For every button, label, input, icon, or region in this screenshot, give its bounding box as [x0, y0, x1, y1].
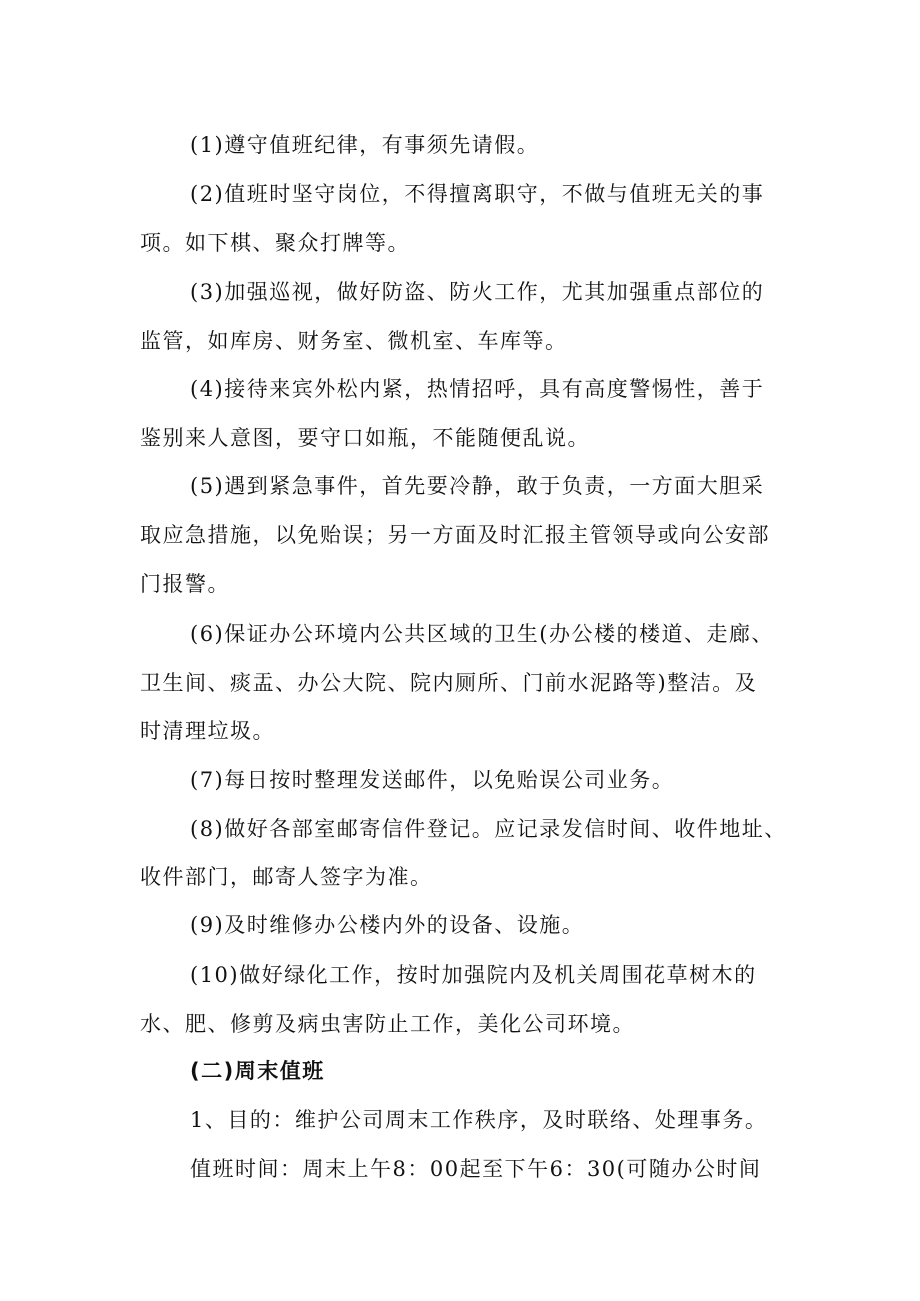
- duty-rule-10-line-1: (10)做好绿化工作，按时加强院内及机关周围花草树木的: [190, 963, 757, 987]
- duty-rule-4-line-2: 鉴别来人意图，要守口如瓶，不能随便乱说。: [140, 426, 590, 450]
- duty-rule-5-line-3: 门报警。: [140, 572, 230, 596]
- duty-rule-3-line-2: 监管，如库房、财务室、微机室、车库等。: [140, 329, 568, 353]
- duty-rule-5-line-1: (5)遇到紧急事件，首先要冷静，敢于负责，一方面大胆采: [190, 474, 765, 498]
- duty-rule-4-line-1: (4)接待来宾外松内紧，热情招呼，具有高度警惕性，善于: [190, 377, 765, 401]
- duty-rule-6-line-1: (6)保证办公环境内公共区域的卫生(办公楼的楼道、走廊、: [190, 622, 774, 646]
- weekend-duty-purpose: 1、目的：维护公司周末工作秩序，及时联络、处理事务。: [190, 1108, 768, 1132]
- duty-rule-2-line-2: 项。如下棋、聚众打牌等。: [140, 231, 410, 255]
- duty-rule-8-line-2: 收件部门，邮寄人签字为准。: [140, 865, 433, 889]
- duty-rule-8-line-1: (8)做好各部室邮寄信件登记。应记录发信时间、收件地址、: [190, 817, 787, 841]
- duty-rule-9: (9)及时维修办公楼内外的设备、设施。: [190, 913, 585, 937]
- duty-rule-1: (1)遵守值班纪律，有事须先请假。: [190, 133, 540, 157]
- duty-rule-2-line-1: (2)值班时坚守岗位，不得擅离职守，不做与值班无关的事: [190, 182, 765, 206]
- duty-rule-6-line-2: 卫生间、痰盂、办公大院、院内厕所、门前水泥路等)整洁。及: [140, 671, 758, 695]
- duty-rule-5-line-2: 取应急措施，以免贻误；另一方面及时汇报主管领导或向公安部: [140, 523, 770, 547]
- duty-rule-7: (7)每日按时整理发送邮件，以免贻误公司业务。: [190, 768, 675, 792]
- duty-rule-6-line-3: 时清理垃圾。: [140, 719, 275, 743]
- duty-rule-10-line-2: 水、肥、修剪及病虫害防止工作，美化公司环境。: [140, 1012, 635, 1036]
- duty-rule-3-line-1: (3)加强巡视，做好防盗、防火工作，尤其加强重点部位的: [190, 280, 765, 304]
- weekend-duty-heading: (二)周末值班: [190, 1059, 325, 1083]
- weekend-duty-time: 值班时间：周末上午8：00起至下午6：30(可随办公时间: [190, 1157, 762, 1181]
